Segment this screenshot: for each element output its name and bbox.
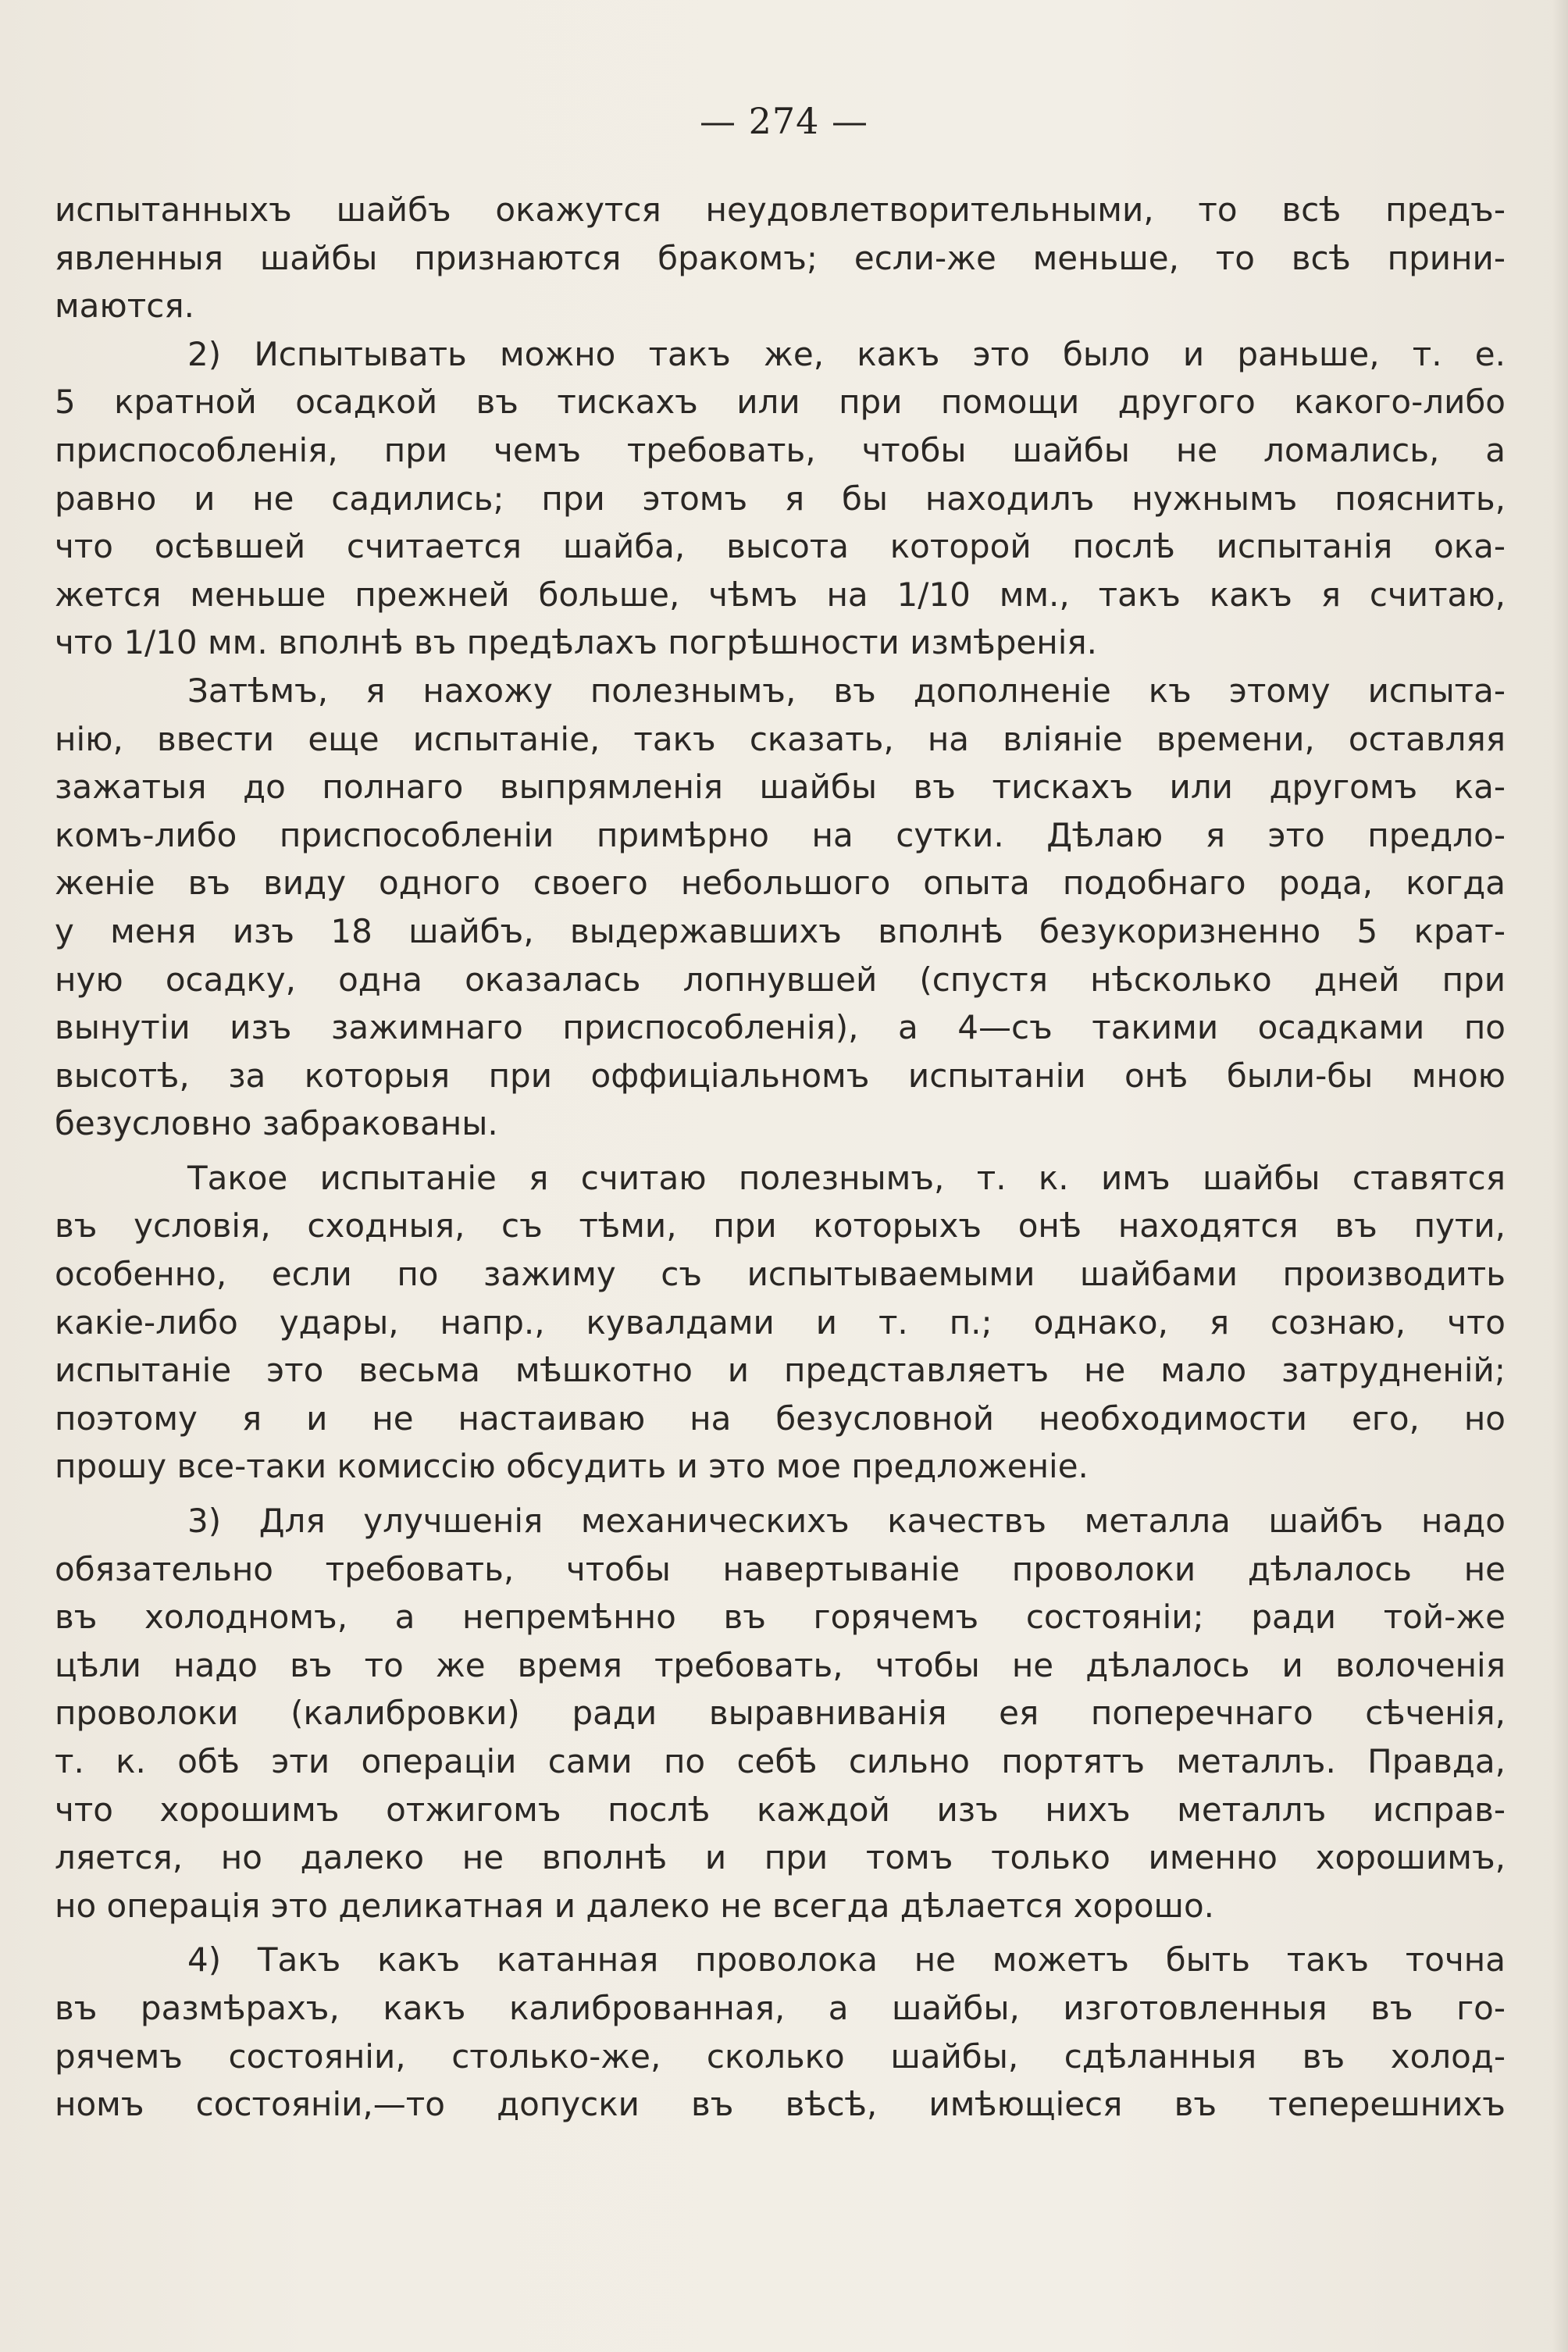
paragraph <box>55 1154 1506 1491</box>
text-line: зажатыя до полнаго выпрямленія шайбы въ тискахъ или другомъ ка- <box>55 768 1506 807</box>
text-line: но операція это деликатная и далеко не всегда дѣлается хорошо. <box>55 1886 1215 1925</box>
text-line: приспособленія, при чемъ требовать, чтобы шайбы не ломались, а <box>55 430 1506 469</box>
text-line: въ условія, сходныя, съ тѣми, при которыхъ онѣ находятся въ пути, <box>55 1206 1506 1245</box>
text-line: прошу все-таки комиссію обсудить и это мое предложеніе. <box>55 1447 1089 1486</box>
text-line: жется меньше прежней больше, чѣмъ на 1/10 мм., такъ какъ я считаю, <box>55 575 1506 614</box>
text-line: Затѣмъ, я нахожу полезнымъ, въ дополненіе къ этому испыта- <box>187 671 1506 710</box>
paragraph <box>55 1936 1506 2128</box>
text-line: номъ состояніи,—то допуски въ вѣсѣ, имѣющіеся въ теперешнихъ <box>55 2085 1506 2124</box>
text-line: 2) Испытывать можно такъ же, какъ это было и раньше, т. е. <box>187 334 1506 373</box>
text-line: какіе-либо удары, напр., кувалдами и т. п.; однако, я сознаю, что <box>55 1303 1506 1342</box>
text-line: 4) Такъ какъ катанная проволока не можетъ быть такъ точна <box>187 1940 1506 1980</box>
text-line: явленныя шайбы признаются бракомъ; если-же меньше, то всѣ прини- <box>55 238 1506 277</box>
text-line: вынутіи изъ зажимнаго приспособленія), а 4—съ такими осадками по <box>55 1008 1506 1047</box>
page-edge-shadow <box>1552 0 1568 2352</box>
text-line: поэтому я и не настаиваю на безусловной необходимости его, но <box>55 1399 1506 1438</box>
text-line: ную осадку, одна оказалась лопнувшей (спустя нѣсколько дней при <box>55 960 1506 999</box>
text-line: обязательно требовать, чтобы навертываніе проволоки дѣлалось не <box>55 1549 1506 1588</box>
paragraph <box>55 667 1506 1148</box>
text-line: особенно, если по зажиму съ испытываемыми шайбами производить <box>55 1255 1506 1294</box>
text-line: что 1/10 мм. вполнѣ въ предѣлахъ погрѣшности измѣренія. <box>55 623 1097 662</box>
text-line: нію, ввести еще испытаніе, такъ сказать, на вліяніе времени, оставляя <box>55 719 1506 758</box>
text-line: ляется, но далеко не вполнѣ и при томъ только именно хорошимъ, <box>55 1838 1506 1877</box>
text-line: высотѣ, за которыя при оффиціальномъ испытаніи онѣ были-бы мною <box>55 1056 1506 1095</box>
text-line: проволоки (калибровки) ради выравниванія ея поперечнаго сѣченія, <box>55 1694 1506 1733</box>
text-line: испытаніе это весьма мѣшкотно и представляетъ не мало затрудненій; <box>55 1351 1506 1390</box>
paragraph <box>55 186 1506 330</box>
text-line: въ холодномъ, а непремѣнно въ горячемъ состояніи; ради той-же <box>55 1598 1506 1637</box>
text-line: Такое испытаніе я считаю полезнымъ, т. к. имъ шайбы ставятся <box>187 1158 1506 1197</box>
paragraph <box>55 330 1506 667</box>
text-line: испытанныхъ шайбъ окажутся неудовлетворительными, то всѣ предъ- <box>55 191 1506 229</box>
paragraph <box>55 1497 1506 1930</box>
text-line: т. к. обѣ эти операціи сами по себѣ сильно портятъ металлъ. Правда, <box>55 1742 1506 1780</box>
text-line: что осѣвшей считается шайба, высота которой послѣ испытанія ока- <box>55 527 1506 566</box>
text-line: маются. <box>55 287 194 326</box>
text-line: рячемъ состояніи, столько-же, сколько шайбы, сдѣланныя въ холод- <box>55 2037 1506 2076</box>
text-line: 3) Для улучшенія механическихъ качествъ металла шайбъ надо <box>187 1502 1506 1541</box>
text-line: 5 кратной осадкой въ тискахъ или при помощи другого какого-либо <box>55 383 1506 422</box>
text-line: что хорошимъ отжигомъ послѣ каждой изъ нихъ металлъ исправ- <box>55 1790 1506 1829</box>
page-number: — 274 — <box>699 100 869 142</box>
text-line: у меня изъ 18 шайбъ, выдержавшихъ вполнѣ безукоризненно 5 крат- <box>55 911 1506 950</box>
text-line: безусловно забракованы. <box>55 1104 498 1143</box>
text-line: равно и не садились; при этомъ я бы находилъ нужнымъ пояснить, <box>55 479 1506 518</box>
text-line: въ размѣрахъ, какъ калиброванная, а шайбы, изготовленныя въ го- <box>55 1988 1506 2027</box>
text-line: женіе въ виду одного своего небольшого опыта подобнаго рода, когда <box>55 864 1506 903</box>
body-text <box>55 186 1506 2129</box>
text-line: цѣли надо въ то же время требовать, чтобы не дѣлалось и волоченія <box>55 1645 1506 1684</box>
text-line: комъ-либо приспособленіи примѣрно на сутки. Дѣлаю я это предло- <box>55 815 1506 854</box>
